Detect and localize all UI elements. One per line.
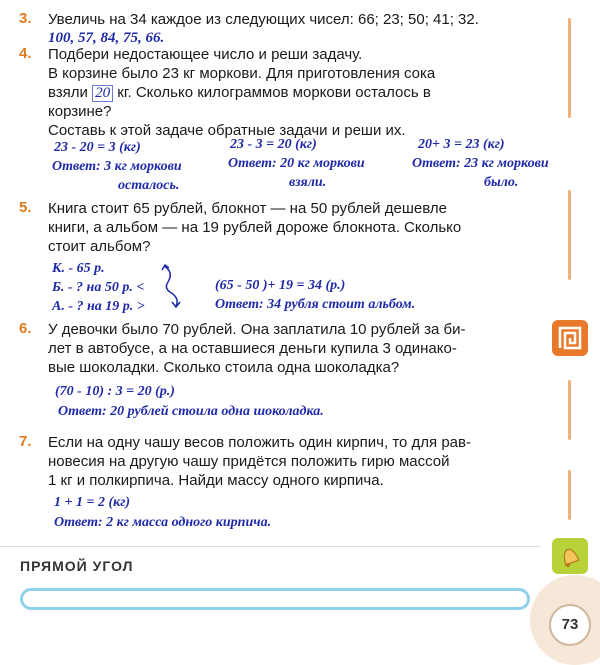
solution-equation: 20+ 3 = 23 (кг) (418, 137, 505, 152)
solution-answer: было. (484, 175, 519, 190)
solution-equation: 23 - 20 = 3 (кг) (54, 140, 141, 155)
task-text: Составь к этой задаче обратные задачи и реши их. (48, 122, 406, 139)
task-text: корзине? (48, 103, 112, 120)
task-text: В корзине было 23 кг моркови. Для приготовления сока (48, 65, 436, 82)
solution-answer: Ответ: 3 кг моркови (52, 159, 182, 174)
section-divider (0, 546, 540, 547)
task-text: Если на одну чашу весов положить один кирпич, то для рав- (48, 434, 471, 451)
solution-answer: Ответ: 23 кг моркови (412, 156, 549, 171)
task-number: 5. (19, 199, 32, 216)
bracket-arrows (158, 262, 188, 312)
section-title: ПРЯМОЙ УГОЛ (20, 558, 134, 574)
task-number: 3. (19, 10, 32, 27)
short-record: Б. - ? на 50 р. < (52, 280, 145, 295)
solution-equation: 23 - 3 = 20 (кг) (230, 137, 317, 152)
bell-icon (552, 538, 588, 574)
section-pill (20, 588, 530, 610)
solution-equation: (70 - 10) : 3 = 20 (р.) (55, 384, 175, 399)
solution-answer: осталось. (118, 178, 180, 193)
short-record: К. - 65 р. (52, 261, 105, 276)
task-text: стоит альбом? (48, 238, 151, 255)
task-text: 1 кг и полкирпича. Найди массу одного кирпича. (48, 472, 384, 489)
task-text: Увеличь на 34 каждое из следующих чисел: 66; 23; 50; 41; 32. (48, 11, 479, 28)
short-record: А. - ? на 19 р. > (52, 299, 145, 314)
margin-bar (568, 18, 571, 118)
task-answer: 100, 57, 84, 75, 66. (48, 30, 165, 46)
task-number: 6. (19, 320, 32, 337)
solution-answer: взяли. (289, 175, 327, 190)
page-number: 73 (549, 604, 591, 646)
task-text: Книга стоит 65 рублей, блокнот — на 50 рублей дешевле (48, 200, 447, 217)
spiral-icon (552, 320, 588, 356)
task-number: 7. (19, 433, 32, 450)
solution-answer: Ответ: 20 кг моркови (228, 156, 365, 171)
margin-bar (568, 380, 571, 440)
task-text: книги, а альбом — на 19 рублей дороже блокнота. Сколько (48, 219, 462, 236)
inserted-number: 20 (92, 85, 113, 102)
task-number: 4. (19, 45, 32, 62)
task-text: У девочки было 70 рублей. Она заплатила 10 рублей за би- (48, 321, 466, 338)
margin-bar (568, 470, 571, 520)
task-text: вые шоколадки. Сколько стоила одна шоколадка? (48, 359, 400, 376)
solution-answer: Ответ: 34 рубля стоит альбом. (215, 297, 416, 312)
solution-equation: 1 + 1 = 2 (кг) (54, 495, 131, 510)
task-text: новесия на другую чашу придётся положить гирю массой (48, 453, 450, 470)
solution-answer: Ответ: 20 рублей стоила одна шоколадка. (58, 404, 324, 419)
solution-equation: (65 - 50 )+ 19 = 34 (р.) (215, 278, 346, 293)
margin-bar (568, 190, 571, 280)
solution-answer: Ответ: 2 кг масса одного кирпича. (54, 515, 272, 530)
task-text: лет в автобусе, а на оставшиеся деньги купила 3 одинако- (48, 340, 457, 357)
task-text: Подбери недостающее число и реши задачу. (48, 46, 363, 63)
task-text (48, 83, 431, 102)
task-text-prefix: взяли (48, 84, 88, 101)
task-text-rest: кг. Сколько килограммов моркови осталось в (117, 84, 431, 101)
